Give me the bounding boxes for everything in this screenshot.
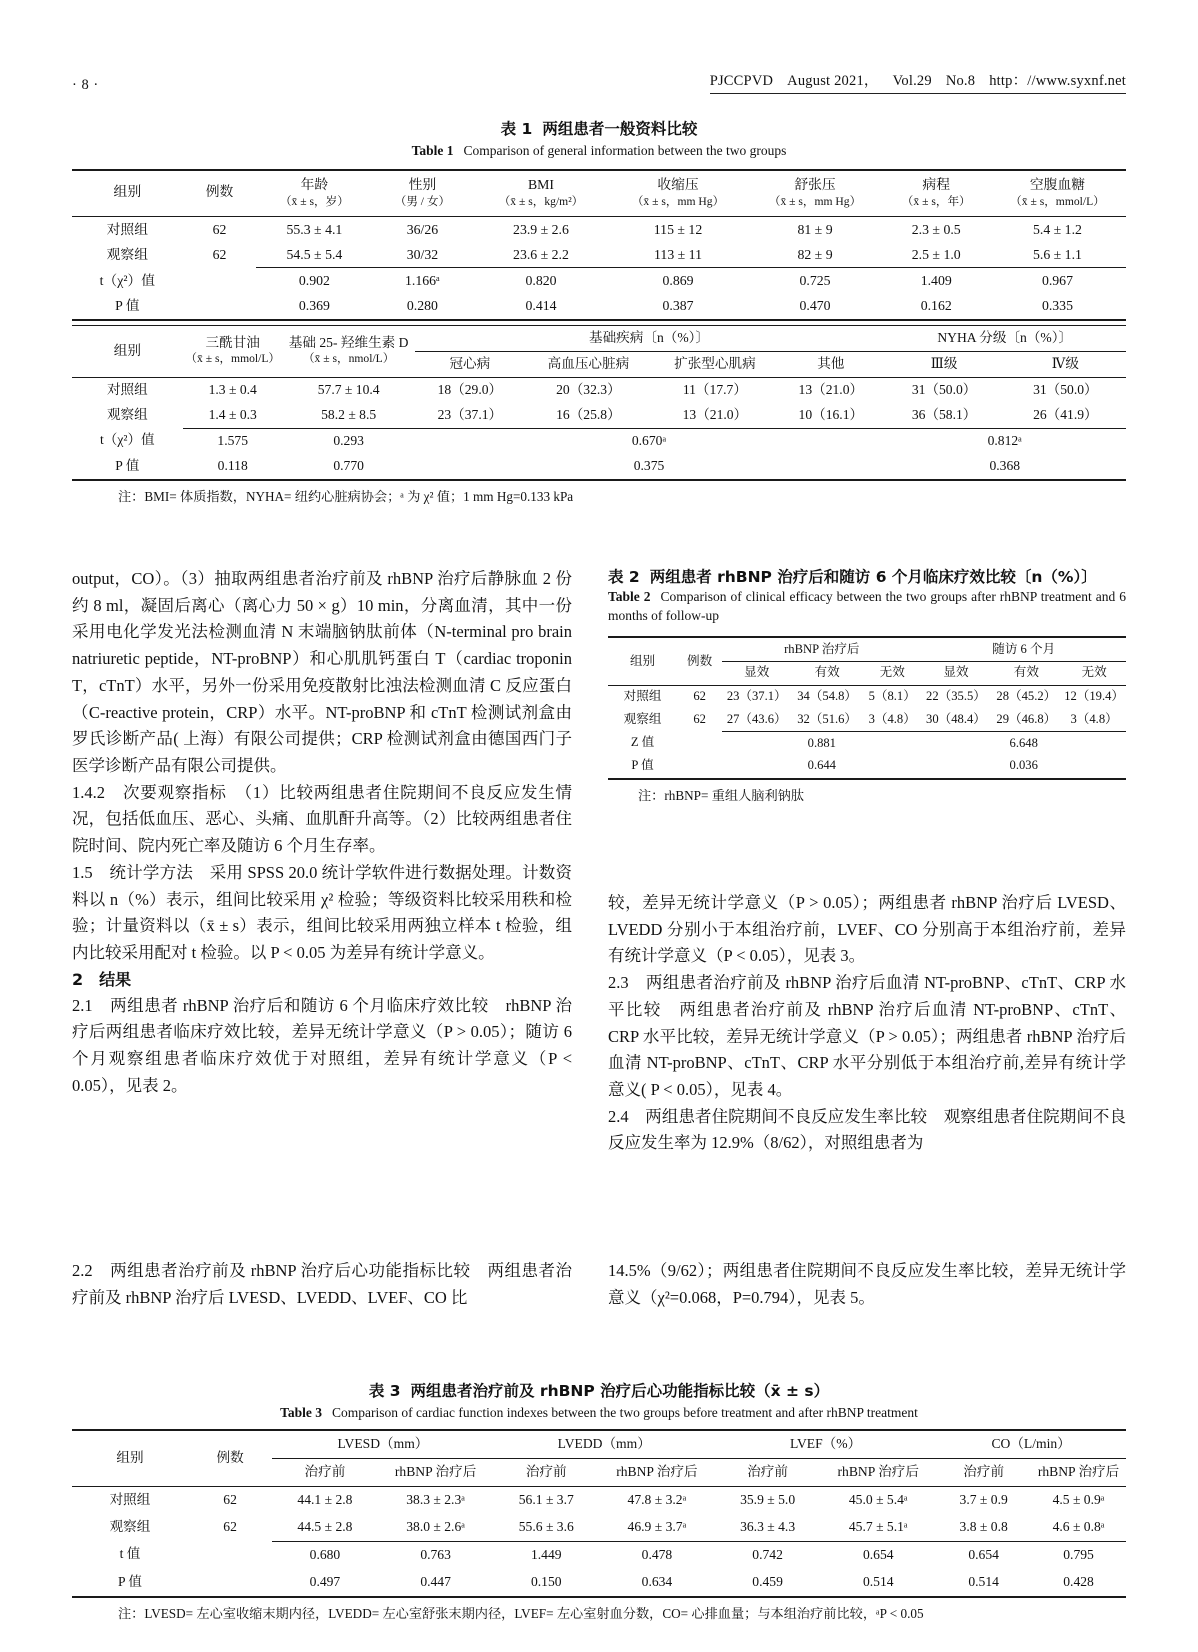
cell: 54.5 ± 5.4 xyxy=(256,242,372,268)
cell: 23（37.1） xyxy=(726,689,787,704)
cell: 0.795 xyxy=(1063,1546,1094,1562)
th-underlying-disease: 基础疾病〔n（%）〕 xyxy=(415,326,884,351)
th-nyha: NYHA 分级〔n（%）〕 xyxy=(884,326,1126,351)
table1-caption-en xyxy=(72,141,1126,161)
table-row xyxy=(72,1541,1126,1568)
paragraph-2-2: 2.2 两组患者治疗前及 rhBNP 治疗后心功能指标比较 两组患者治疗前及 rhBNP 治疗后 LVESD、LVEDD、LVEF、CO 比 xyxy=(72,1261,572,1307)
th-markedly-effective-b: 显效 xyxy=(943,665,969,680)
paragraph-1-5: 1.5 统计学方法 采用 SPSS 20.0 统计学软件进行数据处理。计数资料以 n（%）表示，组间比较采用 χ² 检验；等级资料比较采用秩和检验；计量资料以（x̄ ± s）表示，组间比较采用两独立样本 t 检验，组内比较采用配对 t 检验。以 P < 0.05 为差异有统计学意义。 xyxy=(72,862,572,963)
cell: 0.150 xyxy=(530,1573,562,1589)
table3-caption-en-num: Table 3 xyxy=(280,1405,323,1421)
table1-caption-en-text: Comparison of general information between the two groups xyxy=(463,143,787,159)
row-label: P 值 xyxy=(117,1573,142,1589)
row-label: t（χ²）值 xyxy=(99,272,156,288)
cell: 0.967 xyxy=(1041,273,1073,289)
cell: 55.6 ± 3.6 xyxy=(494,1514,599,1541)
cell: 44.1 ± 2.8 xyxy=(297,1491,353,1507)
cell: 16（25.8） xyxy=(525,403,651,428)
paragraph-methods-blood: output，CO）。（3）抽取两组患者治疗前及 rhBNP 治疗后静脉血 2 份约 8 ml，凝固后离心（离心力 50 × g）10 min，分离血清，其中一份采用电化学发光法检测血清 N 末端脑钠肽前体（N-terminal pro brain natriuretic peptide，NT-proBNP）和心肌肌钙蛋白 T（cardiac troponin T，cTnT）水平，另外一份采用免疫散射比浊法检测血清 C 反应蛋白（C-reactive protein，CRP）水平。NT-proBNP 和 cTnT 检测试剂盒由罗氏诊断产品( 上海）有限公司提供；CRP 检测试剂盒由德国西门子医学诊断产品有限公司提供。 xyxy=(72,569,572,776)
cell: 38.3 ± 2.3ᵃ xyxy=(406,1491,465,1507)
table1b-header-row-1 xyxy=(72,326,1126,351)
cell: 1.4 ± 0.3 xyxy=(183,403,283,428)
paragraph-2-2-continued: 较，差异无统计学意义（P > 0.05）；两组患者 rhBNP 治疗后 LVESD、LVEDD 分别小于本组治疗前，LVEF、CO 分别高于本组治疗前，差异有统计学意义（P < 0.05），见表 3。 xyxy=(608,893,1126,966)
cell: 30（48.4） xyxy=(921,708,990,731)
table2-caption-zh-num: 表 2 xyxy=(608,568,640,586)
cell: 62 xyxy=(693,689,706,704)
cell: 28（45.2） xyxy=(996,689,1057,704)
table2-caption-zh-text: 两组患者 rhBNP 治疗后和随访 6 个月临床疗效比较〔n（%）〕 xyxy=(649,568,1097,586)
table-row xyxy=(608,732,1126,755)
table-row xyxy=(72,293,1126,318)
cell: 0.820 xyxy=(525,273,557,289)
row-label: P 值 xyxy=(115,298,140,314)
th-dilated-cardiomyopathy: 扩张型心肌病 xyxy=(674,355,756,371)
table2-caption xyxy=(608,566,1126,626)
row-label: 观察组 xyxy=(109,1518,151,1534)
cell: 62 xyxy=(212,247,227,263)
cell: 13（21.0） xyxy=(652,403,778,428)
cell: 0.293 xyxy=(333,432,364,448)
th-effective-a: 有效 xyxy=(814,665,840,680)
cell: 62 xyxy=(212,221,227,237)
cell: 1.166ᵃ xyxy=(405,273,440,289)
th-after-2: rhBNP 治疗后 xyxy=(616,1463,698,1479)
cell: 6.648 xyxy=(1009,735,1038,750)
th-markedly-effective-a: 显效 xyxy=(744,665,770,680)
cell: 20（32.3） xyxy=(556,381,621,397)
cell: 22（35.5） xyxy=(926,689,986,704)
cell: 0.670ᵃ xyxy=(631,432,667,448)
cell: 29（46.8） xyxy=(990,708,1062,731)
cell: 115 ± 12 xyxy=(653,221,703,237)
cell: 23（37.1） xyxy=(415,403,526,428)
th-co: CO（L/min） xyxy=(936,1430,1126,1458)
cell: 5.6 ± 1.1 xyxy=(989,242,1126,268)
cell: 3（4.8） xyxy=(1062,708,1126,731)
cell: 0.387 xyxy=(662,298,694,314)
volume: Vol.29 xyxy=(892,73,932,89)
table-row xyxy=(72,216,1126,242)
table-row xyxy=(72,377,1126,402)
cell: 62 xyxy=(223,1518,237,1534)
row-label: 对照组 xyxy=(623,689,662,704)
cell: 38.0 ± 2.6ᵃ xyxy=(378,1514,494,1541)
table2 xyxy=(608,636,1126,779)
paragraph-2-4-continued: 14.5%（9/62）；两组患者住院期间不良反应发生率比较，差异无统计学意义（χ²=0.068，P=0.794），见表 5。 xyxy=(608,1261,1126,1307)
cell: 81 ± 9 xyxy=(797,221,833,237)
th-lvesd: LVESD（mm） xyxy=(272,1430,493,1458)
cell: 12（19.4） xyxy=(1064,689,1125,704)
th-triglyceride: 三酰甘油 （x̄ ± s，mmol/L） xyxy=(185,335,281,366)
cell: 1.575 xyxy=(217,432,249,448)
th-before-4: 治疗前 xyxy=(963,1463,1005,1479)
table3 xyxy=(72,1429,1126,1598)
cell: 13（21.0） xyxy=(798,381,864,397)
table3-note: 注：LVESD= 左心室收缩末期内径，LVEDD= 左心室舒张末期内径，LVEF= 左心室射血分数，CO= 心排血量；与本组治疗前比较，ᵃP < 0.05 xyxy=(118,1605,924,1621)
paragraph-2-4: 2.4 两组患者住院期间不良反应发生率比较 观察组患者住院期间不良反应发生率为 12.9%（8/62），对照组患者为 xyxy=(608,1106,1126,1153)
cell: 0.369 xyxy=(298,298,330,314)
row-label: 观察组 xyxy=(623,712,662,727)
th-bmi: BMI （x̄ ± s，kg/m²） xyxy=(498,176,584,208)
cell xyxy=(183,268,257,294)
cell: 0.654 xyxy=(862,1546,894,1562)
table3-header-row-1 xyxy=(72,1430,1126,1458)
row-label: 观察组 xyxy=(106,247,149,263)
cell: 4.5 ± 0.9ᵃ xyxy=(1052,1491,1105,1507)
row-label: t 值 xyxy=(119,1546,141,1562)
table-row xyxy=(72,268,1126,294)
th-ineffective-b: 无效 xyxy=(1081,665,1107,680)
cell: 0.414 xyxy=(525,298,557,314)
th-other: 其他 xyxy=(817,355,845,371)
th-before-3: 治疗前 xyxy=(747,1463,788,1479)
th-before-1: 治疗前 xyxy=(304,1463,346,1479)
cell: 30/32 xyxy=(372,242,472,268)
th-cad: 冠心病 xyxy=(449,355,491,371)
left-column-text-lower xyxy=(72,1258,572,1311)
cell: 0.036 xyxy=(1009,758,1038,773)
cell: 5（8.1） xyxy=(868,689,916,704)
th-n: 例数 xyxy=(216,1449,244,1465)
cell: 34（54.8） xyxy=(797,689,858,704)
cell: 3.8 ± 0.8 xyxy=(936,1514,1031,1541)
cell: 113 ± 11 xyxy=(610,242,747,268)
table1-caption-zh-text: 两组患者一般资料比较 xyxy=(542,120,698,138)
row-label: P 值 xyxy=(631,758,654,773)
table3-caption xyxy=(72,1380,1126,1423)
th-sex: 性别 （男 / 女） xyxy=(394,176,451,208)
cell: 0.459 xyxy=(752,1573,783,1589)
cell: 27（43.6） xyxy=(722,708,791,731)
cell: 0.812ᵃ xyxy=(987,432,1022,448)
th-followup-6m: 随访 6 个月 xyxy=(921,637,1126,661)
cell: 56.1 ± 3.7 xyxy=(518,1491,574,1507)
th-sbp: 收缩压 （x̄ ± s，mm Hg） xyxy=(631,176,725,208)
right-column-text xyxy=(608,890,1126,1157)
th-effective-b: 有效 xyxy=(1013,665,1039,680)
table1-caption-zh-num: 表 1 xyxy=(500,120,533,138)
table-row xyxy=(72,454,1126,480)
table-row xyxy=(608,685,1126,708)
row-label: 对照组 xyxy=(106,221,149,237)
th-group: 组别 xyxy=(629,653,656,668)
cell: 0.770 xyxy=(333,457,364,473)
cell: 0.335 xyxy=(1041,298,1073,314)
cell: 0.368 xyxy=(989,457,1021,473)
cell: 0.514 xyxy=(968,1573,999,1589)
cell: 47.8 ± 3.2ᵃ xyxy=(627,1491,687,1507)
cell: 36（58.1） xyxy=(884,403,1005,428)
cell: 0.680 xyxy=(309,1546,341,1562)
cell: 36.3 ± 4.3 xyxy=(715,1514,820,1541)
cell xyxy=(188,1569,272,1597)
cell: 0.280 xyxy=(406,298,438,314)
journal-abbrev: PJCCPVD xyxy=(709,73,774,89)
cell: 0.902 xyxy=(298,273,330,289)
th-nyha-4: Ⅳ级 xyxy=(1051,355,1079,371)
cell: 11（17.7） xyxy=(682,381,747,397)
cell: 0.654 xyxy=(968,1546,999,1562)
cell: 0.763 xyxy=(420,1546,451,1562)
cell: 1.409 xyxy=(920,273,952,289)
table2-caption-en-num: Table 2 xyxy=(608,589,651,605)
table1-caption-zh xyxy=(72,118,1126,141)
issue-date: August 2021， xyxy=(787,73,879,89)
th-n: 例数 xyxy=(205,184,234,200)
journal-url: http：//www.syxnf.net xyxy=(989,73,1126,89)
cell: 57.7 ± 10.4 xyxy=(317,381,380,397)
cell xyxy=(677,755,722,779)
th-dbp: 舒张压 （x̄ ± s，mm Hg） xyxy=(768,176,862,208)
row-label: t（χ²）值 xyxy=(99,432,155,448)
cell: 31（50.0） xyxy=(1033,381,1098,397)
paragraph-2-1: 2.1 两组患者 rhBNP 治疗后和随访 6 个月临床疗效比较 rhBNP 治疗后两组患者临床疗效比较，差异无统计学意义（P > 0.05）；随访 6 个月观察组患者临床疗效优于对照组，差异有统计学意义（P < 0.05），见表 2。 xyxy=(72,995,572,1095)
row-label: 对照组 xyxy=(106,381,148,397)
table1-part-b xyxy=(72,326,1126,481)
cell xyxy=(183,293,257,318)
cell: 0.881 xyxy=(807,735,836,750)
cell: 44.5 ± 2.8 xyxy=(272,1514,377,1541)
th-after-3: rhBNP 治疗后 xyxy=(837,1463,919,1479)
cell: 18（29.0） xyxy=(437,381,503,397)
cell: 10（16.1） xyxy=(778,403,883,428)
cell: 2.5 ± 1.0 xyxy=(884,242,989,268)
table-row xyxy=(72,1486,1126,1513)
running-head xyxy=(72,68,1126,94)
cell: 46.9 ± 3.7ᵃ xyxy=(599,1514,715,1541)
table3-block xyxy=(72,1380,1126,1623)
table1-note: 注：BMI= 体质指数，NYHA= 纽约心脏病协会；ᵃ 为 χ² 值；1 mm Hg=0.133 kPa xyxy=(118,488,574,504)
th-age: 年龄 （x̄ ± s，岁） xyxy=(279,176,349,208)
left-column-text xyxy=(72,566,572,1100)
table2-header-row-1 xyxy=(608,637,1126,661)
table3-caption-en xyxy=(72,1403,1126,1423)
cell xyxy=(188,1541,272,1568)
table3-caption-en-text: Comparison of cardiac function indexes between the two groups before treatment and after rhBNP treatment xyxy=(332,1405,918,1421)
table2-caption-en-text: Comparison of clinical efficacy between the two groups after rhBNP treatment and 6 months of follow-up xyxy=(608,589,1126,624)
cell: 1.449 xyxy=(530,1546,562,1562)
th-lvedd: LVEDD（mm） xyxy=(494,1430,715,1458)
th-lvef: LVEF（%） xyxy=(715,1430,936,1458)
table2-block xyxy=(608,566,1126,805)
table1-block xyxy=(72,118,1126,506)
th-after-rhbnp: rhBNP 治疗后 xyxy=(722,637,921,661)
th-group: 组别 xyxy=(113,184,142,200)
cell: 1.3 ± 0.4 xyxy=(208,381,257,397)
cell: 0.869 xyxy=(662,273,694,289)
table1-caption-en-num: Table 1 xyxy=(411,143,454,159)
table1-divider xyxy=(72,319,1126,326)
heading-2-results: 2 结果 xyxy=(72,969,132,989)
table-row xyxy=(72,428,1126,453)
cell: 36/26 xyxy=(406,221,439,237)
cell: 0.497 xyxy=(309,1573,341,1589)
cell: 26（41.9） xyxy=(1005,403,1126,428)
table-row xyxy=(72,242,1126,268)
cell: 62 xyxy=(223,1491,237,1507)
cell: 55.3 ± 4.1 xyxy=(286,221,343,237)
cell: 0.118 xyxy=(217,457,248,473)
paragraph-2-3: 2.3 两组患者治疗前及 rhBNP 治疗后血清 NT-proBNP、cTnT、CRP 水平比较 两组患者治疗前及 rhBNP 治疗后血清 NT-proBNP、cTnT、CRP 水平比较，差异无统计学意义（P > 0.05）；两组患者 rhBNP 治疗后血清 NT-proBNP、cTnT、CRP 水平分别低于本组治疗前,差异有统计学意义( P < 0.05），见表 4。 xyxy=(608,973,1126,1100)
cell: 82 ± 9 xyxy=(747,242,884,268)
table2-caption-zh xyxy=(608,566,1126,588)
cell: 3.7 ± 0.9 xyxy=(959,1491,1008,1507)
number: No.8 xyxy=(945,73,976,89)
cell: 2.3 ± 0.5 xyxy=(911,221,961,237)
cell xyxy=(677,732,722,755)
th-before-2: 治疗前 xyxy=(525,1463,567,1479)
table3-caption-zh-text: 两组患者治疗前及 rhBNP 治疗后心功能指标比较（x̄ ± s） xyxy=(410,1382,830,1400)
table-row xyxy=(608,708,1126,731)
row-label: Z 值 xyxy=(630,735,655,750)
cell: 0.470 xyxy=(799,298,831,314)
th-n: 例数 xyxy=(687,653,713,668)
journal-info xyxy=(710,69,1126,94)
cell: 0.644 xyxy=(807,758,836,773)
table2-note: 注：rhBNP= 重组人脑利钠肽 xyxy=(638,787,805,803)
table-row xyxy=(72,403,1126,428)
th-nyha-3: Ⅲ级 xyxy=(930,355,958,371)
th-fbg: 空腹血糖 （x̄ ± s，mmol/L） xyxy=(1010,176,1105,208)
page-folio: · 8 · xyxy=(72,77,99,93)
cell: 0.162 xyxy=(920,298,952,314)
th-group: 组别 xyxy=(116,1449,144,1465)
cell: 5.4 ± 1.2 xyxy=(1032,221,1082,237)
table1-part-a xyxy=(72,169,1126,319)
right-column-text-lower xyxy=(608,1258,1126,1311)
th-duration: 病程 （x̄ ± s，年） xyxy=(901,176,971,208)
cell: 23.9 ± 2.6 xyxy=(513,221,569,237)
paragraph-1-4-2: 1.4.2 次要观察指标 （1）比较两组患者住院期间不良反应发生情况，包括低血压、恶心、头痛、血肌酐升高等。（2）比较两组患者住院时间、院内死亡率及随访 6 个月生存率。 xyxy=(72,782,572,856)
row-label: 对照组 xyxy=(109,1491,151,1507)
cell: 31（50.0） xyxy=(911,381,977,397)
table3-caption-zh xyxy=(72,1380,1126,1403)
row-label: 观察组 xyxy=(106,406,148,422)
cell: 0.428 xyxy=(1063,1573,1094,1589)
table2-caption-en xyxy=(608,588,1126,626)
table-row xyxy=(72,1514,1126,1541)
cell: 0.514 xyxy=(862,1573,894,1589)
table-row xyxy=(72,1569,1126,1597)
cell: 62 xyxy=(693,712,706,727)
table3-caption-zh-num: 表 3 xyxy=(368,1382,401,1400)
cell: 3（4.8） xyxy=(863,708,921,731)
cell: 0.742 xyxy=(752,1546,783,1562)
row-label: P 值 xyxy=(115,457,140,473)
cell: 45.0 ± 5.4ᵃ xyxy=(848,1491,908,1507)
cell: 0.375 xyxy=(633,457,665,473)
cell: 35.9 ± 5.0 xyxy=(740,1491,796,1507)
cell: 32（51.6） xyxy=(791,708,863,731)
table-row xyxy=(608,755,1126,779)
th-vitamin-d: 基础 25- 羟维生素 D （x̄ ± s，nmol/L） xyxy=(288,335,409,366)
table1-header-row xyxy=(72,170,1126,216)
th-ineffective-a: 无效 xyxy=(879,665,905,680)
cell: 4.6 ± 0.8ᵃ xyxy=(1031,1514,1126,1541)
table1-caption xyxy=(72,118,1126,161)
cell: 0.478 xyxy=(641,1546,673,1562)
cell: 0.634 xyxy=(641,1573,673,1589)
cell: 23.6 ± 2.2 xyxy=(472,242,609,268)
cell: 0.447 xyxy=(420,1573,451,1589)
th-after-4: rhBNP 治疗后 xyxy=(1037,1463,1120,1479)
th-group: 组别 xyxy=(113,342,141,358)
th-hypertensive-heart: 高血压心脏病 xyxy=(547,355,630,371)
cell: 0.725 xyxy=(799,273,831,289)
cell: 58.2 ± 8.5 xyxy=(283,403,415,428)
th-after-1: rhBNP 治疗后 xyxy=(394,1463,477,1479)
cell: 45.7 ± 5.1ᵃ xyxy=(820,1514,936,1541)
